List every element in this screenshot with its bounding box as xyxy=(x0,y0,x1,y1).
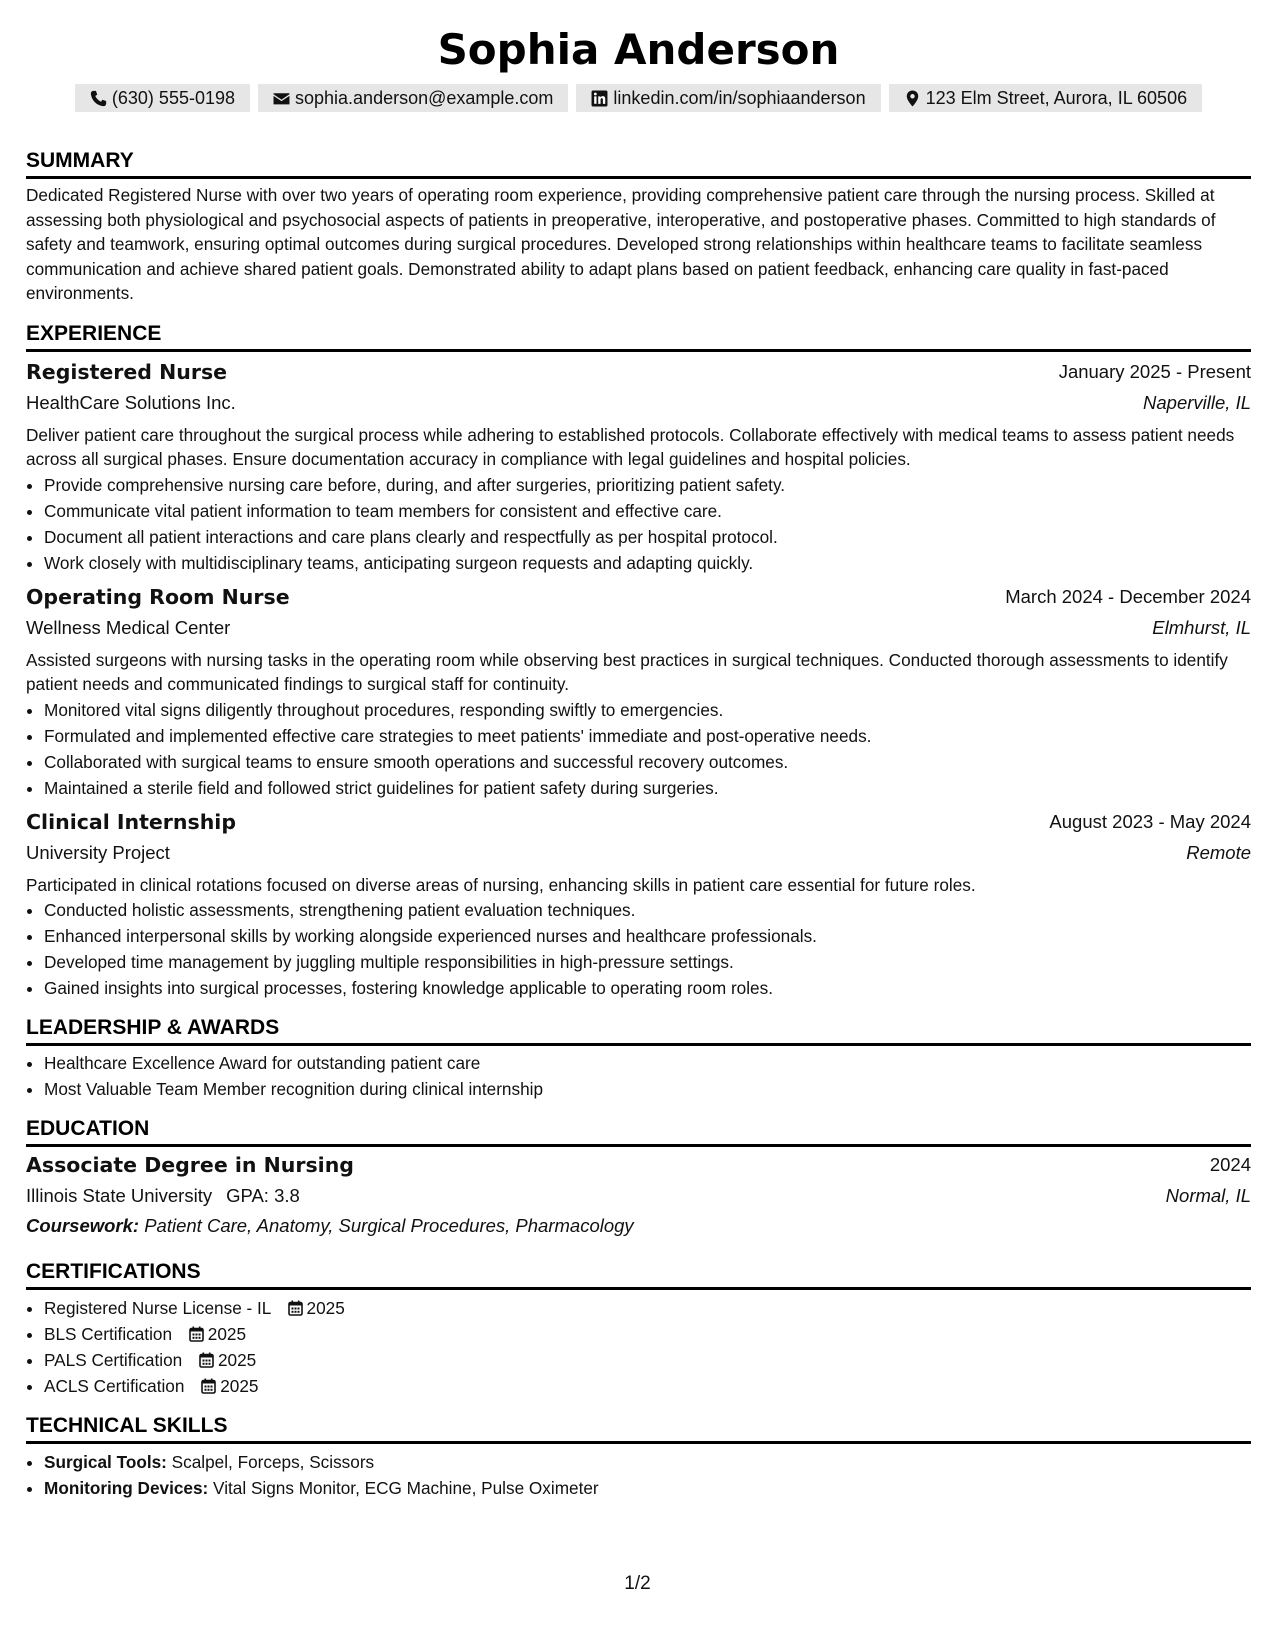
coursework-list: Patient Care, Anatomy, Surgical Procedures, Pharmacology xyxy=(144,1215,634,1236)
school-location: Normal, IL xyxy=(1165,1185,1251,1206)
certification-name: ACLS Certification xyxy=(44,1376,185,1396)
experience-section xyxy=(26,319,1251,1002)
certification-name: PALS Certification xyxy=(44,1350,183,1370)
awards-list xyxy=(26,1050,1251,1102)
section-heading: EXPERIENCE xyxy=(26,319,1251,352)
job-description: Participated in clinical rotations focused on diverse areas of nursing, enhancing skills in patient care essential for future roles. xyxy=(26,874,976,895)
resume-page xyxy=(26,0,1251,1501)
contact-address xyxy=(889,84,1203,112)
job-location: Remote xyxy=(1186,841,1251,863)
list-item xyxy=(44,1295,1251,1321)
list-item: • Gained insights into surgical processes, fostering knowledge applicable to operating room roles. xyxy=(44,975,1251,1001)
section-heading: SUMMARY xyxy=(26,146,1251,179)
job-dates: March 2024 - December 2024 xyxy=(1005,585,1251,607)
list-item: • Collaborated with surgical teams to ensure smooth operations and successful recovery outcomes. xyxy=(44,749,1251,775)
phone-icon xyxy=(90,90,107,107)
certification-year: 2025 xyxy=(217,1350,257,1370)
envelope-icon xyxy=(273,90,290,107)
job-dates: January 2025 - Present xyxy=(1058,360,1251,382)
degree-title: Associate Degree in Nursing xyxy=(26,1153,354,1177)
job-company: University Project xyxy=(26,841,170,863)
coursework xyxy=(26,1212,1251,1240)
job-entry xyxy=(26,357,1251,576)
list-item: • Developed time management by juggling multiple responsibilities in high-pressure settings. xyxy=(44,949,1251,975)
job-title: Registered Nurse xyxy=(26,359,228,384)
contact-phone xyxy=(75,84,250,112)
job-title: Operating Room Nurse xyxy=(26,584,290,609)
page-number: 1/2 xyxy=(624,1573,651,1594)
candidate-name: Sophia Anderson xyxy=(437,25,840,74)
job-company: HealthCare Solutions Inc. xyxy=(26,391,236,413)
list-item: • Work closely with multidisciplinary teams, anticipating surgeon requests and adapting quickly. xyxy=(44,550,1251,576)
list-item: • Provide comprehensive nursing care before, during, and after surgeries, prioritizing patient safety. xyxy=(44,472,1251,498)
certification-year: 2025 xyxy=(220,1376,259,1396)
linkedin-text[interactable]: linkedin.com/in/sophiaanderson xyxy=(613,88,866,108)
calendar-icon xyxy=(199,1352,214,1368)
section-heading: LEADERSHIP & AWARDS xyxy=(26,1013,1251,1046)
phone-text: (630) 555-0198 xyxy=(111,88,235,108)
certifications-section xyxy=(26,1257,1251,1399)
job-dates: August 2023 - May 2024 xyxy=(1049,810,1251,832)
skill-label: Monitoring Devices: xyxy=(44,1478,209,1498)
job-bullets xyxy=(26,897,1251,1001)
job-title: Clinical Internship xyxy=(26,809,236,834)
summary-section xyxy=(26,146,1251,306)
job-description: Deliver patient care throughout the surgical process while adhering to established protocols. Collaborate effectively with medical teams to assess patient needs across all surgical phases. Ensure documentation accuracy in compliance with legal guidelines and hospital policies. xyxy=(26,424,1235,469)
linkedin-icon xyxy=(591,90,608,107)
address-text: 123 Elm Street, Aurora, IL 60506 xyxy=(925,88,1188,108)
certification-year: 2025 xyxy=(207,1324,247,1344)
job-location: Elmhurst, IL xyxy=(1152,616,1251,638)
list-item: • Document all patient interactions and care plans clearly and respectfully as per hospital protocol. xyxy=(44,524,1251,550)
contact-email[interactable] xyxy=(258,84,568,112)
calendar-icon xyxy=(288,1300,303,1316)
school-name: Illinois State University xyxy=(26,1185,213,1206)
list-item: • Communicate vital patient information to team members for consistent and effective care. xyxy=(44,498,1251,524)
job-company: Wellness Medical Center xyxy=(26,616,231,638)
list-item xyxy=(44,1449,1251,1475)
skill-value: Vital Signs Monitor, ECG Machine, Pulse Oximeter xyxy=(213,1478,599,1498)
certifications-list xyxy=(26,1295,1251,1399)
job-entry xyxy=(26,807,1251,1002)
list-item xyxy=(44,1475,1251,1501)
list-item: • Formulated and implemented effective care strategies to meet patients' immediate and post-operative needs. xyxy=(44,723,1251,749)
contact-linkedin[interactable] xyxy=(576,84,880,112)
skills-section xyxy=(26,1411,1251,1501)
contact-bar xyxy=(26,84,1251,112)
list-item: • Monitored vital signs diligently throughout procedures, responding swiftly to emergencies. xyxy=(44,697,1251,723)
gpa: GPA: 3.8 xyxy=(226,1185,300,1206)
summary-text: Dedicated Registered Nurse with over two years of operating room experience, providing comprehensive patient care through the nursing process. Skilled at assessing both physiological and psychosocial aspects of patients in preoperative, interoperative, and postoperative phases. Committed to high standards of safety and teamwork, ensuring optimal outcomes during surgical procedures. Developed strong relationships within healthcare teams to facilitate seamless communication and achieve shared patient goals. Demonstrated ability to adapt plans based on patient feedback, enhancing care quality in fast-paced environments. xyxy=(26,185,1216,303)
job-entry xyxy=(26,582,1251,801)
coursework-label: Coursework: xyxy=(26,1215,140,1236)
list-item: • Conducted holistic assessments, strengthening patient evaluation techniques. xyxy=(44,897,1251,923)
certification-name: BLS Certification xyxy=(44,1324,173,1344)
job-bullets xyxy=(26,697,1251,801)
list-item: • Most Valuable Team Member recognition during clinical internship xyxy=(44,1076,1251,1102)
calendar-icon xyxy=(201,1378,216,1394)
list-item xyxy=(44,1347,1251,1373)
list-item xyxy=(44,1321,1251,1347)
list-item: • Enhanced interpersonal skills by working alongside experienced nurses and healthcare professionals. xyxy=(44,923,1251,949)
certification-name: Registered Nurse License - IL xyxy=(44,1298,271,1318)
list-item: • Healthcare Excellence Award for outstanding patient care xyxy=(44,1050,1251,1076)
skill-value: Scalpel, Forceps, Scissors xyxy=(171,1452,375,1472)
section-heading: TECHNICAL SKILLS xyxy=(26,1411,1251,1444)
list-item: • Maintained a sterile field and followed strict guidelines for patient safety during surgeries. xyxy=(44,775,1251,801)
skill-label: Surgical Tools: xyxy=(44,1452,167,1472)
section-heading: CERTIFICATIONS xyxy=(26,1257,1251,1290)
calendar-icon xyxy=(189,1326,204,1342)
job-description: Assisted surgeons with nursing tasks in the operating room while observing best practices in surgical techniques. Conducted thorough assessments to identify patient needs and communicated findings to surgical staff for continuity. xyxy=(26,649,1228,694)
education-section xyxy=(26,1114,1251,1240)
email-text[interactable]: sophia.anderson@example.com xyxy=(295,88,554,108)
awards-section xyxy=(26,1013,1251,1102)
skills-list xyxy=(26,1449,1251,1501)
certification-year: 2025 xyxy=(306,1298,345,1318)
graduation-year: 2024 xyxy=(1209,1154,1251,1175)
list-item xyxy=(44,1373,1251,1399)
job-bullets xyxy=(26,472,1251,576)
job-location: Naperville, IL xyxy=(1143,391,1251,413)
map-pin-icon xyxy=(904,90,921,107)
section-heading: EDUCATION xyxy=(26,1114,1251,1147)
